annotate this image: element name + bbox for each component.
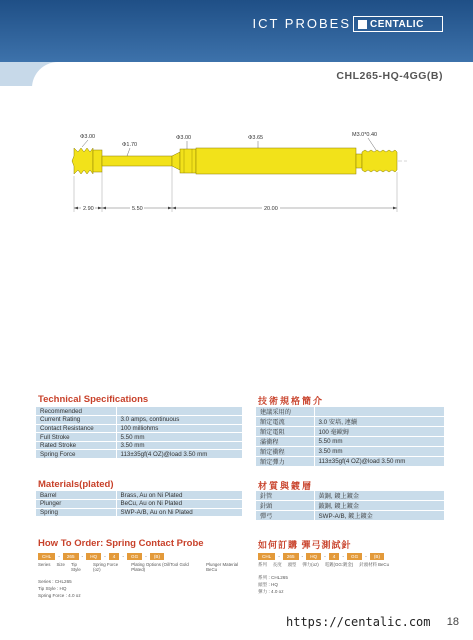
order-labels-cn: 系列 長度 頭型 彈力(oz) 電鍍(GG:鍍金) 針頭材料 BeCu [258, 562, 390, 567]
order-series-line: Series : CHL265 [38, 579, 72, 584]
materials-title-cn: 材質與鍍層 [258, 481, 314, 491]
tip-diameter-label: Φ3.00 [80, 134, 96, 140]
table-row: 針頭 鈹銅, 鍍上鍍金 [256, 501, 444, 511]
page-number: 18 [446, 616, 459, 628]
order-guide [38, 553, 248, 599]
header-title: ICT PROBES [252, 16, 351, 31]
tip-collar [93, 150, 102, 172]
table-row: Contact Resistance 100 milliohms [36, 424, 242, 433]
table-row: 額定彈力 113±35gf(4 OZ)@load 3.50 mm [256, 457, 444, 467]
table-row: 額定衝程 3.50 mm [256, 447, 444, 457]
tech-spec-table [36, 407, 242, 459]
table-row: Rated Stroke 3.50 mm [36, 441, 242, 450]
barrel-crimp [180, 149, 196, 173]
order-code-cn: CHL - 265 - HQ - 4 - GG - (B) [258, 553, 448, 560]
order-labels: Series Size Tip Style Spring Force (oz) Plating Options (Oil/Tool Gold Plated) Plunger Material BeCu [38, 562, 239, 572]
order-title-cn: 如何訂購 彈弓測試針 [258, 540, 352, 550]
order-force-line: Spring Force : 4.0 oz [38, 593, 81, 598]
order-cell-series: CHL [38, 553, 55, 560]
thread-label: M3.0*0.40 [352, 132, 378, 138]
probe-tip [72, 148, 93, 174]
tech-spec-title: Technical Specifications [38, 394, 149, 405]
dim-body-length: 20.00 [264, 206, 278, 212]
table-row: 建議采用的 [256, 407, 444, 417]
table-row: Plunger BeCu, Au on Ni Plated [36, 500, 242, 509]
tech-spec-table-cn [256, 407, 444, 467]
brand-logo [353, 16, 443, 32]
table-row: Spring SWP-A/B, Au on Ni Plated [36, 508, 242, 517]
barrel-diameter-label: Φ3.65 [248, 135, 264, 141]
table-row: Recommended [36, 407, 242, 416]
tech-spec-title-cn: 技術規格簡介 [258, 396, 325, 406]
order-cell-plunger: (B) [150, 553, 164, 560]
dim-mid-length: 5.50 [132, 206, 143, 212]
order-cell-force: 4 [109, 553, 120, 560]
brand-name: CENTALIC [370, 18, 424, 30]
table-row: 針管 黃銅, 鍍上鍍金 [256, 491, 444, 501]
table-row: 額定電阻 100 毫歐姆 [256, 427, 444, 437]
table-row: Current Rating 3.0 amps, continuous [36, 416, 242, 425]
probe-drawing [62, 128, 412, 218]
order-cell-size: 265 [63, 553, 79, 560]
shaft-taper [172, 152, 180, 170]
logo-icon [358, 20, 367, 29]
order-title: How To Order: Spring Contact Probe [38, 538, 204, 549]
dim-tip-length: 2.90 [83, 206, 94, 212]
table-row: Spring Force 113±35gf(4 OZ)@load 3.50 mm [36, 450, 242, 459]
order-cell-plating: GG [127, 553, 142, 560]
plunger-shaft [102, 156, 172, 166]
footer-url[interactable]: https://centalic.com [286, 615, 431, 629]
probe-barrel [196, 148, 356, 174]
thread [362, 150, 397, 172]
table-row: 彈弓 SWP-A/B, 鍍上鍍金 [256, 511, 444, 521]
table-row: Barrel Brass, Au on Ni Plated [36, 491, 242, 500]
table-row: Full Stroke 5.50 mm [36, 433, 242, 442]
materials-table-cn [256, 491, 444, 521]
materials-table [36, 491, 242, 517]
order-code: CHL - 265 - HQ - 4 - GG - (B) [38, 553, 248, 560]
barrel-neck [356, 154, 362, 168]
shaft-diameter-label: Φ1.70 [122, 142, 138, 148]
order-cell-tip: HQ [86, 553, 101, 560]
order-tip-line: Tip Style : HQ [38, 586, 67, 591]
part-number: CHL265-HQ-4GG(B) [336, 70, 443, 82]
table-row: 滿衝程 5.50 mm [256, 437, 444, 447]
table-row: 額定電流 3.0 安培, 連續 [256, 417, 444, 427]
order-guide-cn: CHL - 265 - HQ - 4 - GG - (B) 系列 長度 頭型 彈力(oz) 電鍍(GG:鍍金) 針頭材料 BeCu 系列 : CHL265 頭型 : HQ 彈力 : 4.0 oz [258, 553, 448, 595]
materials-title: Materials(plated) [38, 479, 114, 490]
collar-diameter-label: Φ3.00 [176, 135, 192, 141]
